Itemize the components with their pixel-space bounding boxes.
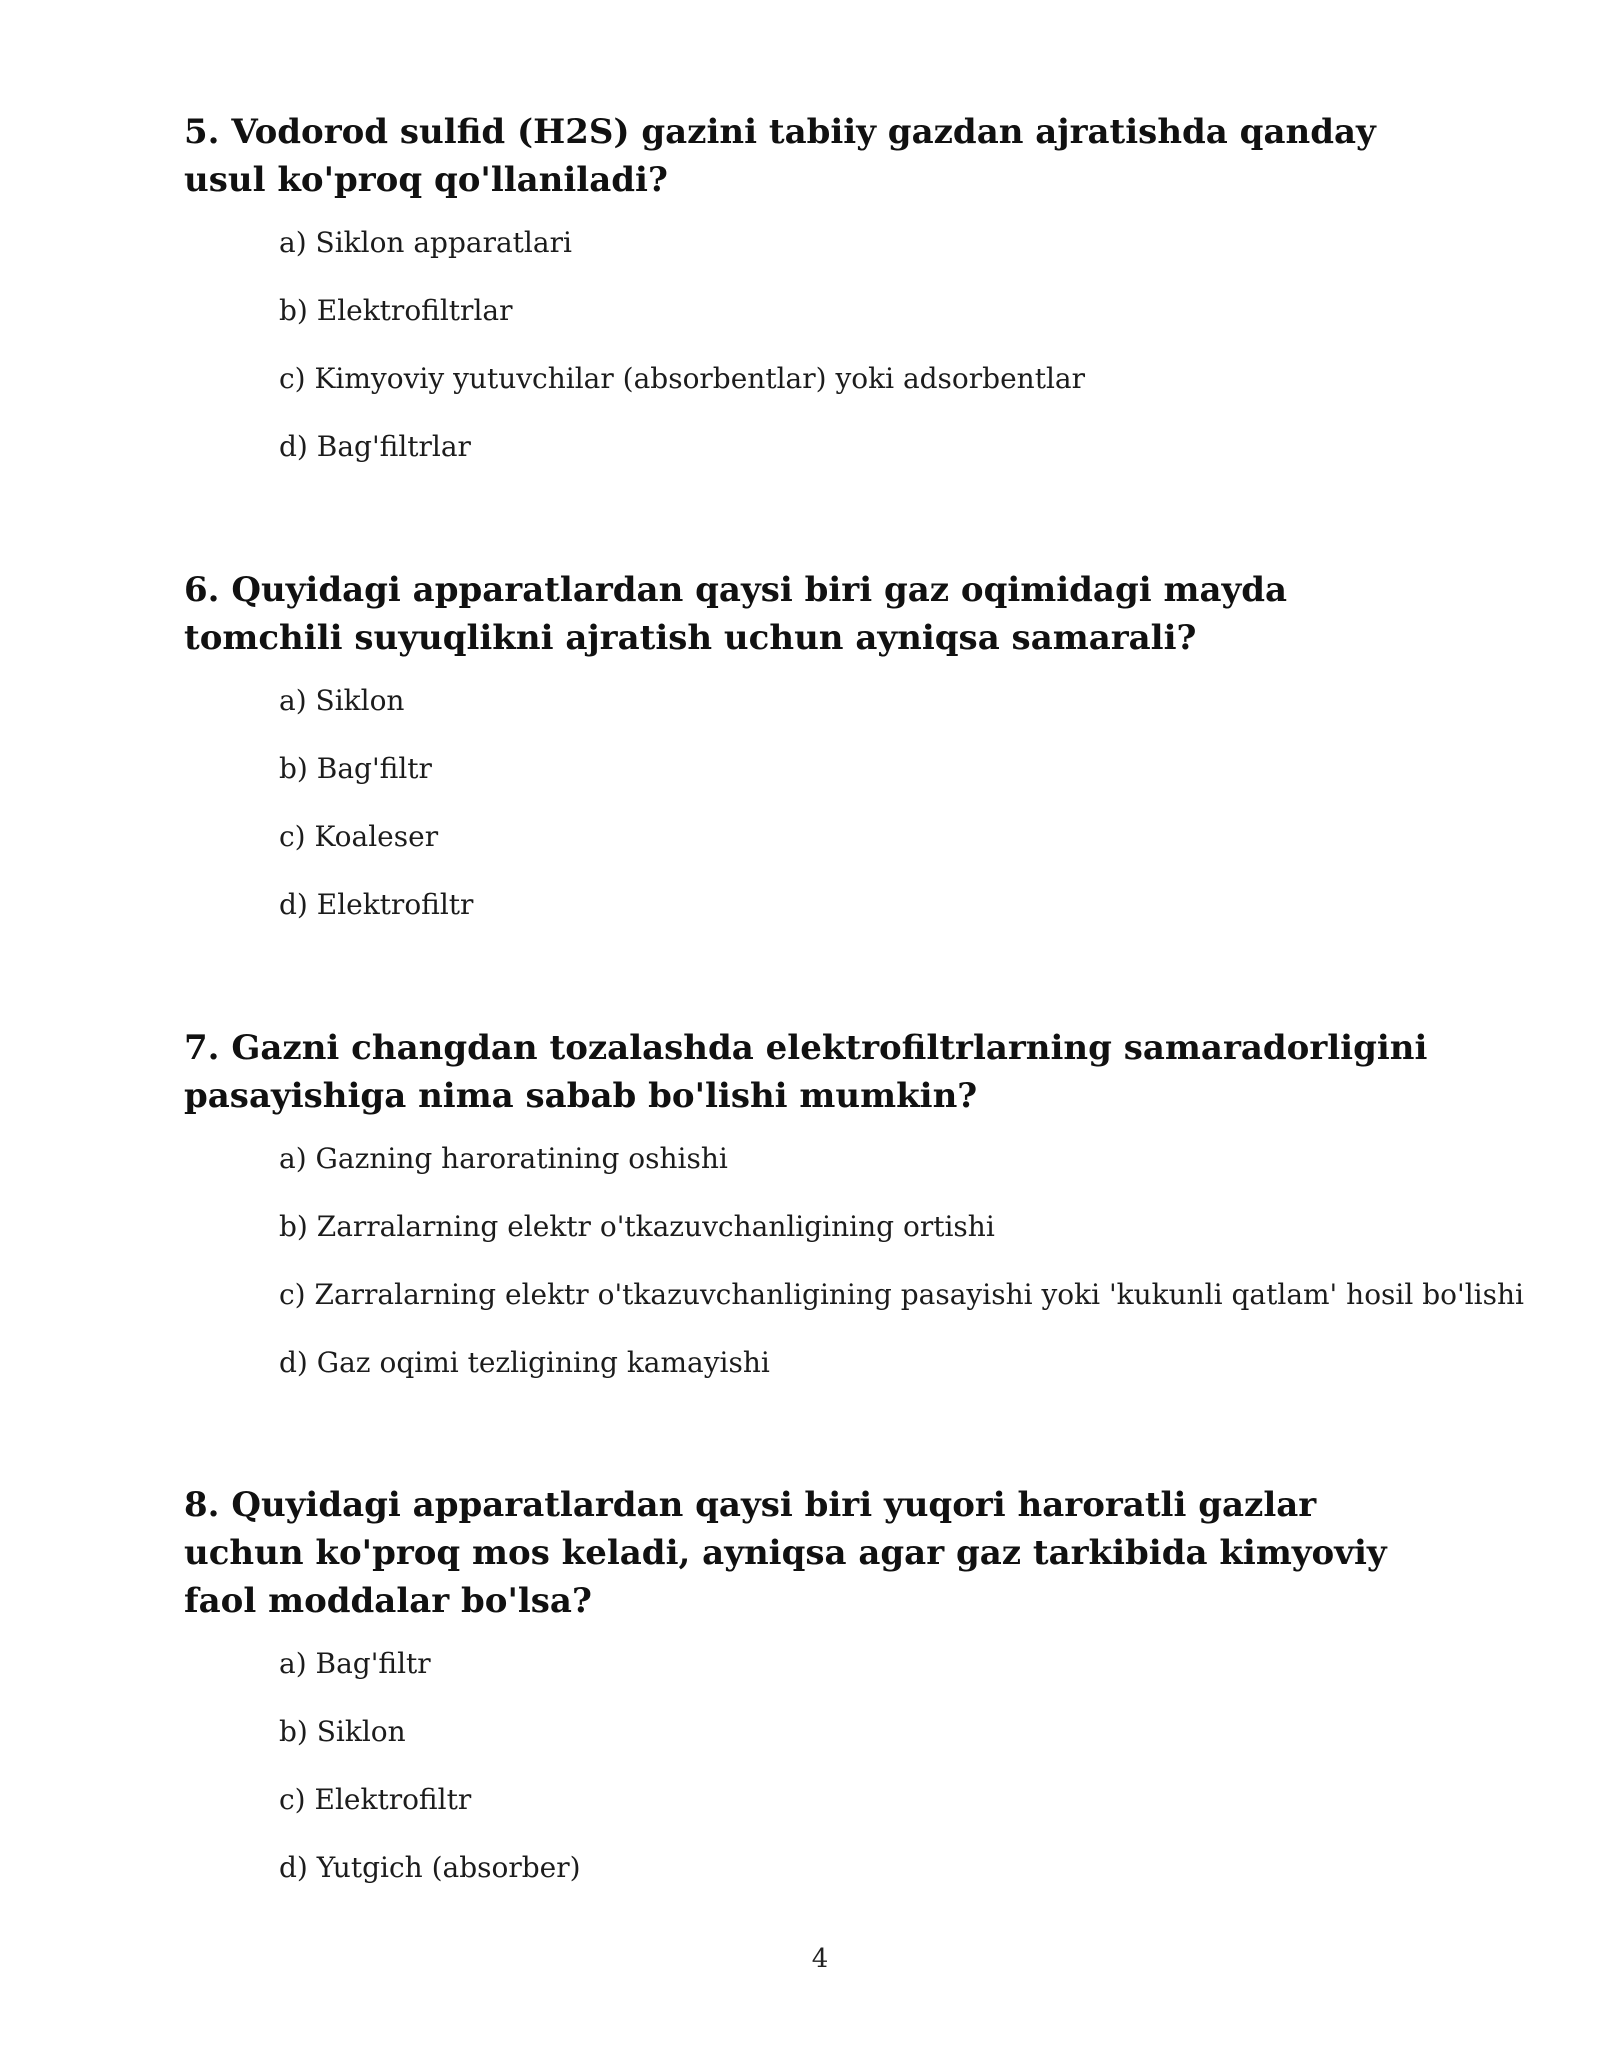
question-title: 5. Vodorod sulfid (H2S) gazini tabiiy gazdan ajratishda qanday usul ko'proq qo'llaniladi? — [184, 112, 1376, 200]
answer-option-a: a) Bag'filtr — [279, 1647, 431, 1680]
answer-option-a: a) Gazning haroratining oshishi — [279, 1142, 728, 1175]
answer-option-b: b) Bag'filtr — [279, 752, 432, 785]
question-6 — [184, 566, 1444, 956]
answer-options — [184, 1647, 1444, 1919]
question-5 — [184, 108, 1444, 498]
question-title: 8. Quyidagi apparatlardan qaysi biri yuqori haroratli gazlar uchun ko'proq mos keladi, ayniqsa agar gaz tarkibida kimyoviy faol moddalar bo'lsa? — [184, 1485, 1387, 1621]
answer-option-c: c) Koaleser — [279, 820, 439, 853]
answer-option-d: d) Elektrofiltr — [279, 888, 474, 921]
answer-option-c: c) Kimyoviy yutuvchilar (absorbentlar) yoki adsorbentlar — [279, 362, 1085, 395]
answer-option-d: d) Gaz oqimi tezligining kamayishi — [279, 1346, 770, 1379]
answer-options — [184, 684, 1444, 956]
answer-option-d: d) Yutgich (absorber) — [279, 1851, 581, 1884]
answer-option-c: c) Zarralarning elektr o'tkazuvchanligining pasayishi yoki 'kukunli qatlam' hosil bo'lishi — [279, 1278, 1524, 1311]
answer-option-a: a) Siklon — [279, 684, 405, 717]
answer-option-c: c) Elektrofiltr — [279, 1783, 472, 1816]
question-8 — [184, 1481, 1444, 1919]
answer-option-b: b) Siklon — [279, 1715, 406, 1748]
answer-option-b: b) Zarralarning elektr o'tkazuvchanligining ortishi — [279, 1210, 995, 1243]
answer-option-b: b) Elektrofiltrlar — [279, 294, 513, 327]
question-7 — [184, 1024, 1524, 1414]
question-title: 6. Quyidagi apparatlardan qaysi biri gaz oqimidagi mayda tomchili suyuqlikni ajratish uchun ayniqsa samarali? — [184, 570, 1288, 658]
page-number: 4 — [811, 1944, 829, 1974]
answer-option-a: a) Siklon apparatlari — [279, 226, 572, 259]
answer-options — [184, 1142, 1524, 1414]
answer-options — [184, 226, 1444, 498]
question-title: 7. Gazni changdan tozalashda elektrofiltrlarning samaradorligini pasayishiga nima sabab bo'lishi mumkin? — [184, 1028, 1428, 1116]
answer-option-d: d) Bag'filtrlar — [279, 430, 471, 463]
